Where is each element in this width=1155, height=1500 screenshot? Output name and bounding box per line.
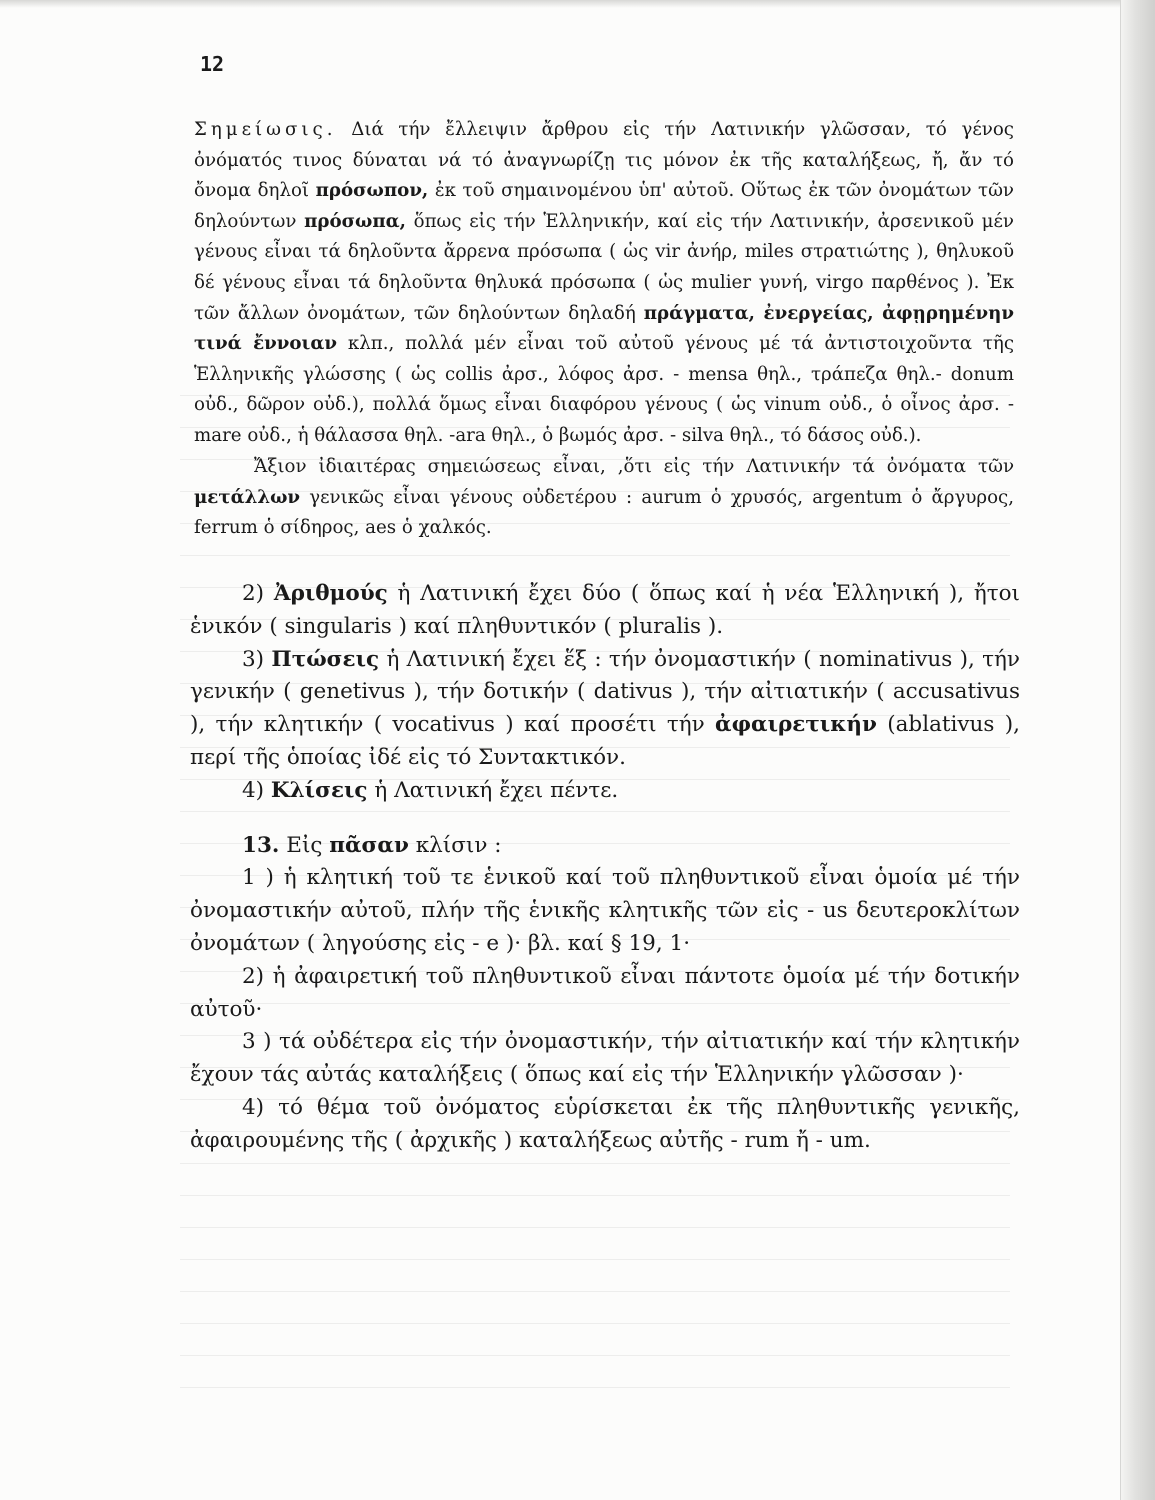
note-text-3: ὅπως εἰς τήν Ἑλληνικήν, καί εἰς τήν Λατινικήν, ἀρσενικοῦ μέν γένους εἶναι τά δηλοῦντα ἄρρενα πρόσωπα ( ὡς vir ἀνήρ, miles στρατιώτης ), θηλυκοῦ δέ γένους εἶναι τά δηλοῦντα θηλυκά πρόσωπα ( ὡς mulier γυνή, virgo παρθένος ). Ἐκ τῶν ἄλλων ὀνομάτων, τῶν δηλούντων δηλαδή	[194, 210, 1014, 324]
rule-item: 4) τό θέμα τοῦ ὀνόματος εὑρίσκεται ἐκ τῆς πληθυντικῆς γενικῆς, ἀφαιρουμένης τῆς ( ἀρχικῆς ) καταλήξεως αὐτῆς - rum ἤ - um.	[190, 1094, 1020, 1153]
page-binding-edge	[1120, 0, 1155, 1500]
rule-item: 2) ἡ ἀφαιρετική τοῦ πληθυντικοῦ εἶναι πάντοτε ὁμοία μέ τήν δοτικήν αὐτοῦ·	[190, 963, 1020, 1022]
note-text-1: Διά τήν ἔλλειψιν ἄρθρου εἰς τήν Λατινικήν γλῶσσαν, τό γένος ὀνόματός τινος δύναται νά τό ἀναγνωρίζῃ τις μόνον ἐκ τῆς καταλήξεως, ἤ, ἄν τό ὄνομα δηλοῖ	[194, 119, 1014, 202]
metals-text-1: Ἄξιον ἰδιαιτέρας σημειώσεως εἶναι, ,ὅτι εἰς τήν Λατινικήν τά ὀνόματα τῶν	[254, 456, 1014, 477]
section-pre: Εἰς	[286, 832, 323, 858]
section-post: κλίσιν :	[415, 832, 502, 858]
item-text: ἡ Λατινική ἔχει πέντε.	[374, 777, 619, 803]
metals-text-2: γενικῶς εἶναι γένους οὐδετέρου : aurum ὁ χρυσός, argentum ὁ ἄργυρος, ferrum ὁ σίδηρος, aes ὁ χαλκός.	[194, 486, 1014, 539]
note-bold-3: πράγματα, ἐνεργείας, ἀφῃρημένην τινά ἔννοιαν	[194, 302, 1014, 355]
item-heading: Κλίσεις	[270, 777, 368, 803]
note-text-2: ἐκ τοῦ σημαινομένου ὑπ' αὐτοῦ. Οὕτως ἐκ τῶν ὀνομάτων τῶν δηλούντων	[194, 180, 1014, 232]
item-heading: Ἀριθμούς	[273, 581, 388, 606]
item-bold-term: ἀφαιρετικήν	[715, 712, 877, 738]
item-number: 2)	[242, 581, 265, 606]
item-heading: Πτώσεις	[271, 646, 380, 672]
note-label: Σημείωσις.	[194, 119, 337, 140]
rule-item: 1 ) ἡ κλητική τοῦ τε ἑνικοῦ καί τοῦ πληθυντικοῦ εἶναι ὁμοία μέ τήν ὀνομαστικήν αὐτοῦ, πλήν τῆς ἑνικῆς κλητικῆς τῶν εἰς - us δευτεροκλίτων ὀνομάτων ( ληγούσης εἰς - e )· βλ. καί § 19, 1·	[190, 865, 1020, 956]
item-text: ἡ Λατινική ἔχει δύο ( ὅπως καί ἡ νέα Ἑλληνική ), ἤτοι ἑνικόν ( singularis ) καί πληθυντικόν ( pluralis ).	[190, 581, 1020, 639]
item-declensions	[190, 775, 1020, 808]
item-text: ἡ Λατινική ἔχει ἕξ : τήν ὀνομαστικήν ( nominativus ), τήν γενικήν ( genetivus ), τήν δοτικήν ( dativus ), τήν αἰτιατικήν ( accusativus ), τήν κλητικήν ( vocativus ) καί προσέτι τήν	[190, 646, 1020, 738]
page-number: 12	[200, 52, 225, 76]
section-bold: πᾶσαν	[329, 832, 409, 858]
note-text-4: κλπ., πολλά μέν εἶναι τοῦ αὐτοῦ γένους μέ τά ἀντιστοιχοῦντα τῆς Ἑλληνικῆς γλώσσης ( ὡς collis ἀρσ., λόφος ἀρσ. - mensa θηλ., τράπεζα θηλ.- donum οὐδ., δῶρον οὐδ.), πολλά ὅμως εἶναι διαφόρου γένους ( ὡς vinum οὐδ., ὁ οἶνος ἀρσ. - mare οὐδ., ἡ θάλασσα θηλ. -ara θηλ., ὁ βωμός ἀρσ. - silva θηλ., τό δάσος οὐδ.).	[194, 333, 1015, 446]
metals-paragraph	[194, 452, 1014, 544]
item-text-2: (ablativus ), περί τῆς ὁποίας ἰδέ εἰς τό Συντακτικόν.	[190, 712, 1020, 770]
note-bold-2: πρόσωπα,	[304, 210, 406, 232]
item-cases	[190, 644, 1020, 775]
item-numbers	[190, 578, 1020, 644]
page-top-edge	[0, 0, 1155, 8]
note-paragraph	[194, 115, 1014, 452]
rule-item: 3 ) τά οὐδέτερα εἰς τήν ὀνομαστικήν, τήν αἰτιατικήν καί τήν κλητικήν ἔχουν τάς αὐτάς καταλήξεις ( ὅπως καί εἰς τήν Ἑλληνικήν γλῶσσαν )·	[190, 1029, 1020, 1088]
section-13-heading	[190, 830, 1020, 863]
section-number: 13.	[242, 832, 280, 858]
note-bold-1: πρόσωπον,	[315, 180, 429, 202]
item-number: 4)	[242, 777, 265, 803]
main-text	[190, 578, 1020, 1158]
item-number: 3)	[242, 646, 265, 672]
metals-bold: μετάλλων	[194, 486, 301, 508]
